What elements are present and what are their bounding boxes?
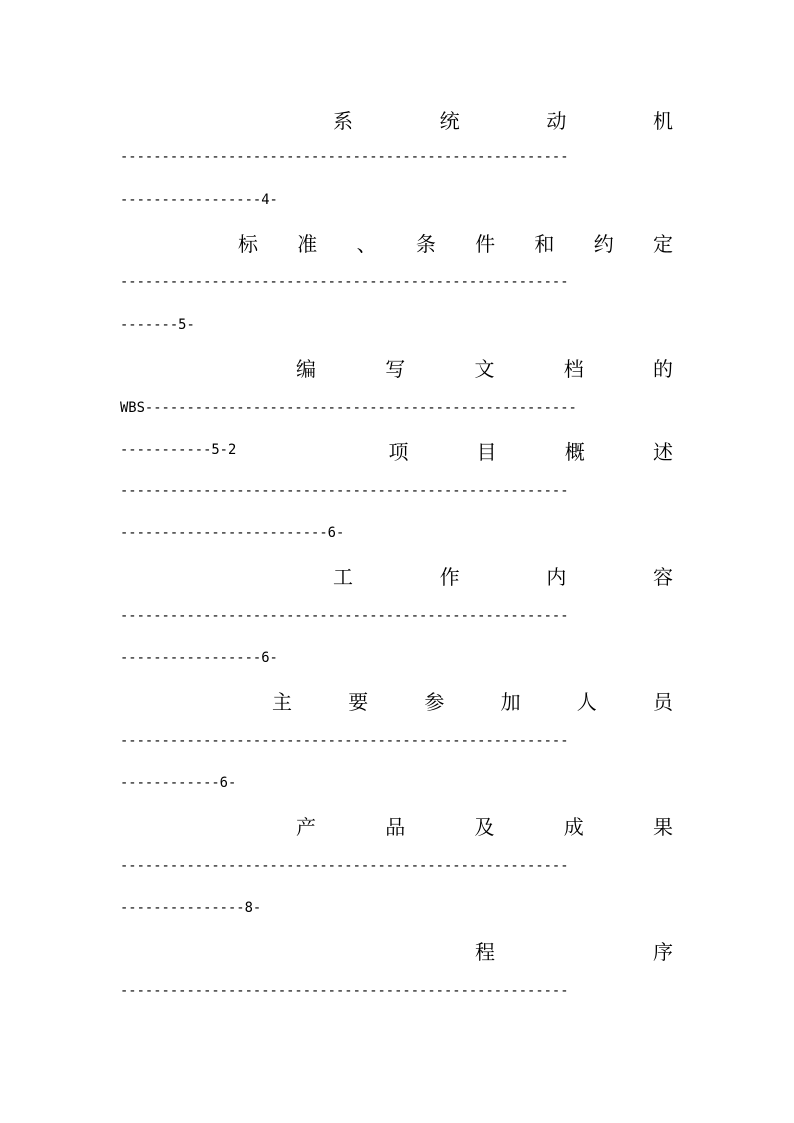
toc-char: 容 bbox=[652, 564, 673, 588]
toc-char: 机 bbox=[652, 108, 673, 132]
toc-char: 概 bbox=[564, 439, 585, 463]
toc-char: 主 bbox=[272, 689, 292, 713]
toc-char: 系 bbox=[333, 108, 353, 132]
toc-page-number: -------------------------6- bbox=[120, 525, 345, 541]
toc-char: 品 bbox=[385, 814, 406, 838]
toc-leader-line: ------------------------------------------------------ bbox=[120, 149, 569, 165]
toc-leader-line: ------------------------------------------------------ bbox=[120, 858, 569, 874]
toc-heading-main-participants bbox=[272, 687, 673, 713]
toc-heading-system-motivation bbox=[333, 106, 673, 132]
toc-char: 写 bbox=[385, 356, 406, 380]
toc-heading-standards bbox=[238, 229, 673, 255]
toc-char: 条 bbox=[415, 231, 436, 255]
toc-leader-line: ------------------------------------------------------ bbox=[120, 983, 569, 999]
toc-char: 编 bbox=[296, 356, 316, 380]
toc-char: 、 bbox=[356, 231, 377, 255]
toc-heading-work-content bbox=[333, 562, 673, 588]
toc-char: 动 bbox=[546, 108, 567, 132]
toc-char: 人 bbox=[576, 689, 597, 713]
toc-char: 项 bbox=[388, 439, 409, 463]
toc-char: 成 bbox=[563, 814, 584, 838]
toc-page-number: -----------------6- bbox=[120, 650, 278, 666]
toc-char: 内 bbox=[546, 564, 567, 588]
toc-char: 工 bbox=[333, 564, 353, 588]
toc-leader-line: ------------------------------------------------------ bbox=[120, 608, 569, 624]
toc-char: 件 bbox=[475, 231, 496, 255]
toc-char: 及 bbox=[474, 814, 495, 838]
toc-char: 员 bbox=[652, 689, 673, 713]
toc-char: 标 bbox=[238, 231, 258, 255]
toc-char: 程 bbox=[475, 939, 495, 963]
toc-page-number: ---------------8- bbox=[120, 900, 262, 916]
toc-page-number: -------5- bbox=[120, 317, 195, 333]
toc-leader-line: WBS---------------------------------------------------- bbox=[120, 400, 577, 416]
toc-heading-wbs bbox=[296, 354, 673, 380]
toc-char: 加 bbox=[500, 689, 521, 713]
toc-page-number: -----------5-2 bbox=[120, 442, 237, 458]
toc-heading-project-overview bbox=[120, 437, 673, 463]
toc-char: 要 bbox=[348, 689, 369, 713]
toc-char: 准 bbox=[297, 231, 318, 255]
toc-char: 档 bbox=[563, 356, 584, 380]
toc-char: 产 bbox=[296, 814, 316, 838]
toc-char: 目 bbox=[476, 439, 497, 463]
toc-char: 作 bbox=[439, 564, 460, 588]
toc-leader-line: ------------------------------------------------------ bbox=[120, 733, 569, 749]
toc-char: 统 bbox=[439, 108, 460, 132]
toc-char: 文 bbox=[474, 356, 495, 380]
toc-leader-line: ------------------------------------------------------ bbox=[120, 274, 569, 290]
toc-char: 的 bbox=[653, 356, 673, 380]
toc-heading-products-results bbox=[296, 812, 673, 838]
toc-char: 参 bbox=[424, 689, 445, 713]
toc-char: 和 bbox=[534, 231, 555, 255]
toc-page-number: ------------6- bbox=[120, 775, 237, 791]
toc-char: 果 bbox=[653, 814, 673, 838]
toc-char: 定 bbox=[652, 231, 673, 255]
toc-page-number: -----------------4- bbox=[120, 192, 278, 208]
toc-char: 约 bbox=[593, 231, 614, 255]
toc-char: 述 bbox=[652, 439, 673, 463]
toc-char: 序 bbox=[653, 939, 673, 963]
toc-heading-procedure bbox=[475, 937, 673, 963]
toc-leader-line: ------------------------------------------------------ bbox=[120, 483, 569, 499]
